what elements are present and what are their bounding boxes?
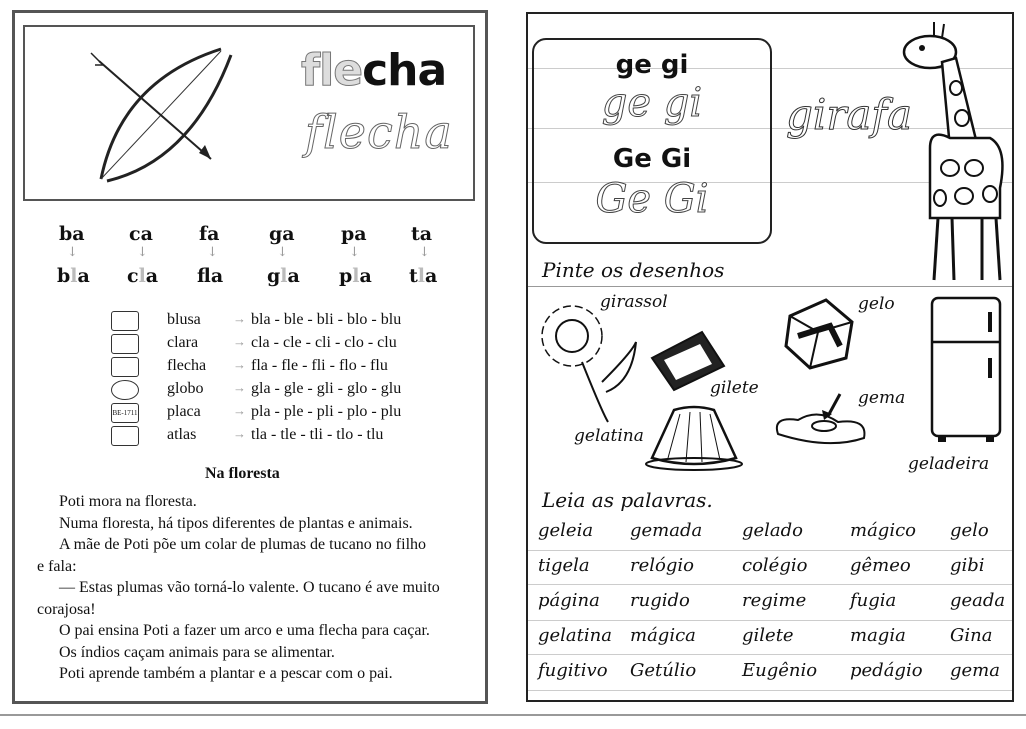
right-arrow-icon: → (233, 357, 246, 372)
word-grid-cell: colégio (742, 555, 808, 576)
syllable-bottom: fa (197, 265, 224, 287)
down-arrow-icon: ↓ (137, 245, 148, 260)
down-arrow-icon: ↓ (67, 245, 78, 260)
syllable-bottom: gla (267, 265, 300, 287)
story-line: Numa floresta, há tipos diferentes de plantas e animais. (59, 514, 413, 532)
word-grid-cell: mágico (850, 520, 916, 541)
word-grid-row (538, 625, 1008, 655)
word-grid-cell: mágica (630, 625, 696, 646)
box-cursive-upper: Ge Gi (595, 176, 709, 222)
title-word: girafa (786, 90, 913, 139)
syllable-top: ta (411, 223, 433, 245)
syllable-box (532, 38, 772, 244)
syllable-bottom: cla (127, 265, 159, 287)
word-grid-cell: regime (742, 590, 807, 611)
refrigerator-illustration (928, 294, 1004, 444)
word-grid-cell: gêmeo (850, 555, 911, 576)
story-line: A mãe de Poti põe um colar de plumas de tucano no filho (59, 536, 427, 553)
box-print-upper: Ge Gi (612, 144, 692, 174)
word-label: flecha (167, 357, 207, 374)
word-grid-cell: relógio (630, 555, 694, 576)
right-arrow-icon: → (233, 311, 246, 326)
bow-arrow-icon (111, 357, 139, 377)
label-gelatina: gelatina (574, 426, 644, 446)
word-grid-cell: rugido (630, 590, 690, 611)
syllable-bottom: tla (409, 265, 438, 287)
story-title: Na floresta (205, 465, 280, 482)
story-line: O pai ensina Poti a fazer um arco e uma flecha para caçar. (59, 622, 430, 639)
right-arrow-icon: → (233, 426, 246, 441)
story-line: e fala: (37, 557, 77, 575)
word-grid-cell: Gina (950, 625, 993, 646)
giraffe-illustration (890, 18, 1010, 288)
word-grid-cell: Eugênio (742, 660, 818, 681)
syllable-family: pla - ple - pli - plo - plu (251, 403, 402, 420)
syllable-family: gla - gle - gli - glo - glu (251, 380, 402, 397)
label-geladeira: geladeira (908, 454, 990, 474)
story-line: corajosa! (37, 600, 96, 618)
word-grid-cell: página (538, 590, 600, 611)
word-grid-cell: geada (950, 590, 1006, 611)
down-arrow-icon: ↓ (277, 245, 288, 260)
right-arrow-icon: → (233, 403, 246, 418)
word-grid-row (538, 520, 1008, 550)
word-grid-cell: fugitivo (538, 660, 608, 681)
syllable-bottom: bla (57, 265, 90, 287)
word-label: globo (167, 380, 204, 397)
word-label: clara (167, 334, 199, 351)
story-line: Poti aprende também a plantar e a pescar com o pai. (59, 665, 393, 682)
word-grid-cell: gemada (630, 520, 703, 541)
atlas-icon (111, 426, 139, 446)
box-print-lower: ge gi (615, 50, 689, 80)
instruction-paint: Pinte os desenhos (542, 258, 725, 282)
syllable-top: ba (59, 223, 85, 245)
word-grid-cell: gelo (950, 520, 989, 541)
syllable-family: tla - tle - tli - tlo - tlu (251, 426, 384, 443)
syllable-family: bla - ble - bli - blo - blu (251, 311, 402, 328)
ice-cube-illustration (780, 296, 860, 372)
word-label: blusa (167, 311, 201, 328)
header-box (23, 25, 475, 201)
word-label: placa (167, 403, 201, 420)
word-grid-cell: gelado (742, 520, 804, 541)
right-page (526, 12, 1014, 702)
word-grid-cell: fugia (850, 590, 897, 611)
label-gilete: gilete (710, 378, 759, 398)
bottom-divider (0, 714, 1026, 716)
down-arrow-icon: ↓ (419, 245, 430, 260)
syllable-top: fa (199, 223, 220, 245)
story-text (37, 491, 477, 685)
label-gelo: gelo (858, 294, 895, 314)
license-plate-icon: BE-1711 (111, 403, 139, 423)
syllable-bottom: pla (339, 265, 372, 287)
clear-arrow-icon (111, 334, 139, 354)
word-grid-cell: geleia (538, 520, 594, 541)
left-page (12, 10, 488, 704)
word-grid-cell: magia (850, 625, 906, 646)
syllable-top: ca (129, 223, 153, 245)
title-print: flecha (301, 45, 447, 96)
word-grid-row (538, 590, 1008, 620)
down-arrow-icon: ↓ (349, 245, 360, 260)
story-line: Poti mora na floresta. (59, 493, 197, 510)
syllable-family: cla - cle - cli - clo - clu (251, 334, 397, 351)
label-gema: gema (858, 388, 906, 408)
down-arrow-icon: ↓ (207, 245, 218, 260)
syllable-family: fla - fle - fli - flo - flu (251, 357, 388, 374)
word-label: atlas (167, 426, 197, 443)
bow-and-arrow-illustration (81, 41, 241, 191)
title-cursive: flecha (305, 105, 453, 159)
gelatin-illustration (640, 404, 748, 474)
box-cursive-lower: ge gi (601, 80, 703, 126)
word-grid-cell: gibi (950, 555, 985, 576)
shirt-icon (111, 311, 139, 331)
globe-icon (111, 380, 139, 400)
right-arrow-icon: → (233, 380, 246, 395)
word-grid-cell: Getúlio (630, 660, 697, 681)
word-grid-cell: pedágio (850, 660, 923, 681)
instruction-read: Leia as palavras. (542, 488, 713, 512)
story-line: — Estas plumas vão torná-lo valente. O tucano é ave muito (59, 579, 440, 596)
syllable-top: ga (269, 223, 295, 245)
word-grid-cell: gema (950, 660, 1000, 681)
right-arrow-icon: → (233, 334, 246, 349)
word-grid-cell: tigela (538, 555, 590, 576)
word-grid-cell: gelatina (538, 625, 612, 646)
word-grid-row (538, 555, 1008, 585)
word-grid-cell: gilete (742, 625, 794, 646)
syllable-top: pa (341, 223, 367, 245)
story-line: Os índios caçam animais para se alimentar. (59, 643, 335, 661)
word-grid-row (538, 660, 1008, 690)
label-girassol: girassol (600, 292, 668, 312)
